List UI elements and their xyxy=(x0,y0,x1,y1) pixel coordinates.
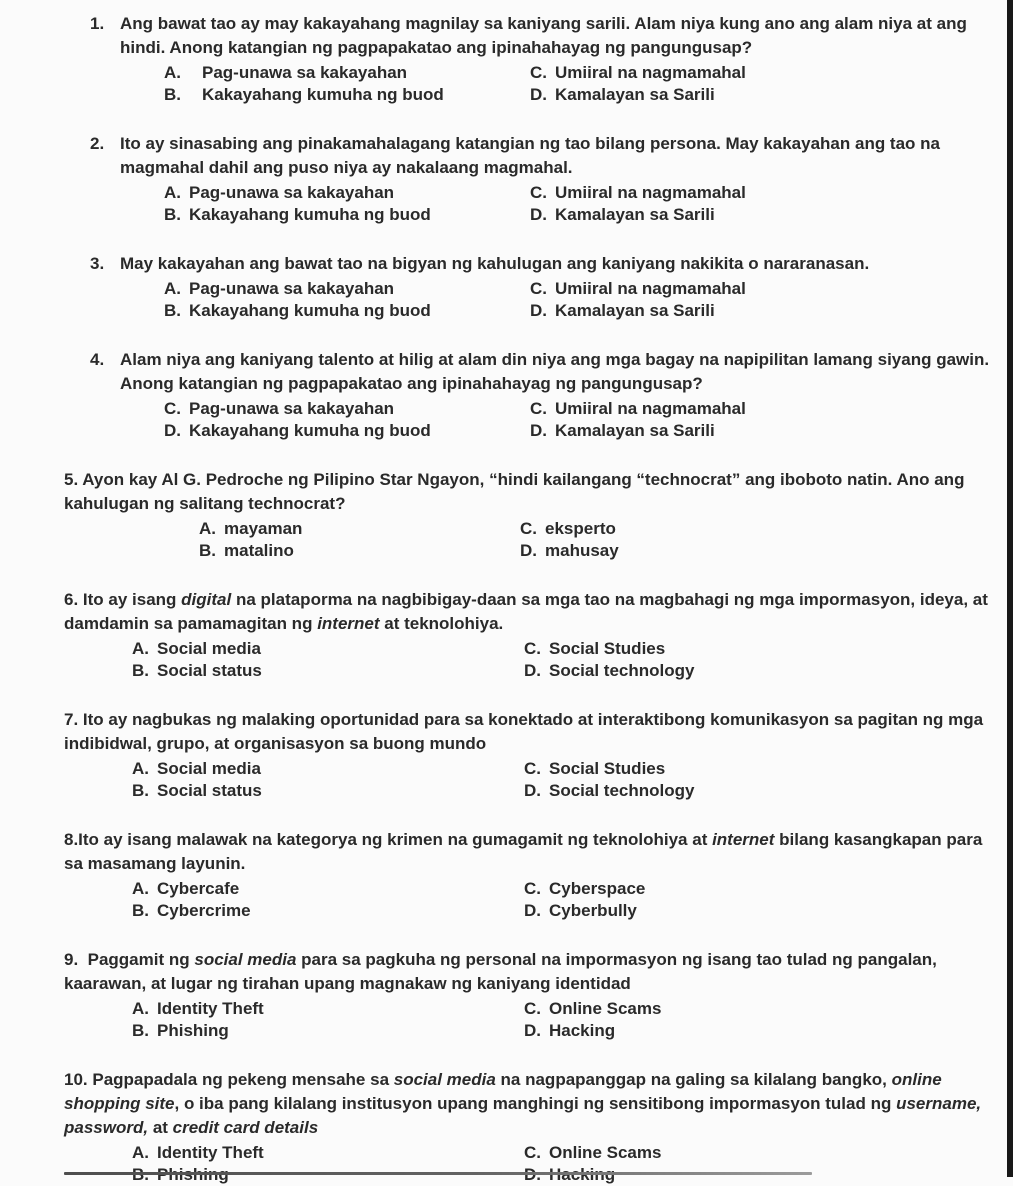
option-label: D. xyxy=(530,421,547,440)
option xyxy=(530,300,997,322)
option xyxy=(524,878,997,900)
question-text-run: Ito ay sinasabing ang pinakamahalagang katangian ng tao bilang persona. May kakayahan ang tao na magmahal dahil ang puso niya ay nakalaang magmahal. xyxy=(120,134,940,177)
option-label: B. xyxy=(132,901,149,920)
option-text: Umiiral na nagmamahal xyxy=(555,279,746,298)
option-label: D. xyxy=(530,85,547,104)
option-text: Social Studies xyxy=(549,639,666,658)
option-label: A. xyxy=(199,519,216,538)
question-text xyxy=(120,252,997,276)
question-block xyxy=(64,252,997,322)
option-label: D. xyxy=(520,541,537,560)
question-text-run-italic: online shopping site xyxy=(64,1070,942,1113)
question-block xyxy=(64,12,997,106)
option-label: C. xyxy=(530,399,547,418)
option-label: C. xyxy=(524,759,541,778)
option xyxy=(524,780,997,802)
option xyxy=(530,182,997,204)
question-block xyxy=(64,708,997,802)
option-row xyxy=(64,998,997,1020)
option-text: mayaman xyxy=(224,519,303,538)
option-text: Pag-unawa sa kakayahan xyxy=(189,279,395,298)
option-row xyxy=(64,278,997,300)
photo-right-edge xyxy=(1007,0,1013,1177)
option xyxy=(524,998,997,1020)
photo-bottom-edge-line xyxy=(64,1172,812,1175)
options xyxy=(64,758,997,802)
option-text: Kakayahang kumuha ng buod xyxy=(189,301,431,320)
option-row xyxy=(64,1164,997,1186)
option-text: Social status xyxy=(157,781,262,800)
option-row xyxy=(64,420,997,442)
option-text: Kakayahang kumuha ng buod xyxy=(189,205,431,224)
option-text: Pag-unawa sa kakayahan xyxy=(189,183,395,202)
option xyxy=(530,278,997,300)
option-label: C. xyxy=(530,279,547,298)
option-row xyxy=(64,900,997,922)
option xyxy=(524,638,997,660)
option-text: Cyberspace xyxy=(549,879,646,898)
question-text-run: , o iba pang kilalang institusyon upang manghingi ng sensitibong impormasyon tulad ng xyxy=(174,1094,897,1113)
question-text xyxy=(120,348,997,396)
option-row xyxy=(64,398,997,420)
option-text: Hacking xyxy=(549,1021,616,1040)
option xyxy=(132,998,524,1020)
option-text: Umiiral na nagmamahal xyxy=(555,399,746,418)
option xyxy=(164,300,530,322)
question-number: 1. xyxy=(90,14,105,33)
option-text: Online Scams xyxy=(549,999,662,1018)
option xyxy=(132,780,524,802)
option-label: D. xyxy=(530,205,547,224)
option-label: D. xyxy=(524,901,541,920)
question-text-run-italic: social media xyxy=(393,1070,496,1089)
option xyxy=(164,182,530,204)
option-label: D. xyxy=(524,1021,541,1040)
question-text-run: 6. Ito ay isang xyxy=(64,590,182,609)
option-text: Pag-unawa sa kakayahan xyxy=(189,399,395,418)
option-label xyxy=(132,1164,157,1186)
option xyxy=(132,1164,524,1186)
option xyxy=(132,638,524,660)
question-text-run: na plataporma na nagbibigay-daan sa mga tao na magbahagi ng mga impormasyon, ideya, at damdamin sa pamamagitan ng xyxy=(64,590,988,633)
options xyxy=(64,998,997,1042)
options xyxy=(64,278,997,322)
option-label: A. xyxy=(132,1143,149,1162)
options xyxy=(64,518,997,562)
option-text: Kamalayan sa Sarili xyxy=(555,421,715,440)
question-number: 4. xyxy=(90,350,105,369)
question-block xyxy=(64,828,997,922)
option-row xyxy=(64,1020,997,1042)
question-text xyxy=(120,12,997,60)
option-text: Kakayahang kumuha ng buod xyxy=(189,421,431,440)
option-row xyxy=(64,62,997,84)
options xyxy=(64,638,997,682)
option xyxy=(164,204,530,226)
question-text-run-italic: digital xyxy=(181,590,232,609)
option-label: A. xyxy=(164,63,181,82)
question-text-run-italic: internet xyxy=(317,614,380,633)
question-row xyxy=(64,1068,997,1140)
option-label: B. xyxy=(132,781,149,800)
option-label: D. xyxy=(164,421,181,440)
option-text: Phishing xyxy=(157,1021,229,1040)
option-text: Kamalayan sa Sarili xyxy=(555,301,715,320)
option-text: Umiiral na nagmamahal xyxy=(555,63,746,82)
option-text: Cybercrime xyxy=(157,901,251,920)
question-row xyxy=(64,12,997,60)
option-text: Identity Theft xyxy=(157,1143,264,1162)
option xyxy=(132,900,524,922)
option-label: A. xyxy=(164,183,181,202)
option-label: C. xyxy=(524,1143,541,1162)
option-text: Umiiral na nagmamahal xyxy=(555,183,746,202)
option xyxy=(524,900,997,922)
option xyxy=(524,1142,997,1164)
option-text: Kamalayan sa Sarili xyxy=(555,205,715,224)
question-row xyxy=(64,468,997,516)
question-text xyxy=(64,708,997,756)
option xyxy=(132,1020,524,1042)
question-number: 2. xyxy=(90,134,105,153)
option-label: A. xyxy=(132,999,149,1018)
question-text-run: para sa pagkuha ng personal na impormasyon ng isang tao tulad ng pangalan, kaarawan, at lugar ng tirahan upang magnakaw ng kaniyang identidad xyxy=(64,950,937,993)
question-text-run-italic: credit card details xyxy=(172,1118,319,1137)
option-text: mahusay xyxy=(545,541,619,560)
option xyxy=(520,518,997,540)
option-label: C. xyxy=(524,639,541,658)
option xyxy=(199,540,520,562)
question-row xyxy=(64,948,997,996)
option-label: B. xyxy=(199,541,216,560)
option-row xyxy=(64,638,997,660)
option-label: C. xyxy=(520,519,537,538)
option-label: B. xyxy=(132,661,149,680)
option-label: C. xyxy=(530,183,547,202)
option xyxy=(520,540,997,562)
option-text: Social media xyxy=(157,759,261,778)
question-text xyxy=(64,948,997,996)
option xyxy=(530,420,997,442)
options xyxy=(64,62,997,106)
option-label: B. xyxy=(164,301,181,320)
option-text: Social technology xyxy=(549,661,695,680)
option-row xyxy=(64,540,997,562)
question-text xyxy=(64,1068,997,1140)
option-label: C. xyxy=(530,63,547,82)
question-row xyxy=(64,252,997,276)
option-row xyxy=(64,1142,997,1164)
question-number: 3. xyxy=(90,254,105,273)
question-text-run: 5. Ayon kay Al G. Pedroche ng Pilipino Star Ngayon, “hindi kailangang “technocrat” ang iboboto natin. Ano ang kahulugan ng salitang technocrat? xyxy=(64,470,965,513)
option xyxy=(164,62,530,84)
question-block xyxy=(64,348,997,442)
options xyxy=(64,878,997,922)
option-text: Social technology xyxy=(549,781,695,800)
option xyxy=(524,1020,997,1042)
option xyxy=(530,204,997,226)
question-text xyxy=(120,132,997,180)
option-row xyxy=(64,780,997,802)
option-text: Cybercafe xyxy=(157,879,240,898)
option-label xyxy=(524,1164,549,1186)
option-label: B. xyxy=(164,205,181,224)
option-row xyxy=(64,878,997,900)
option-text: Social Studies xyxy=(549,759,666,778)
question-text-run: 7. Ito ay nagbukas ng malaking oportunidad para sa konektado at interaktibong komunikasyon sa pagitan ng mga indibidwal, grupo, at organisasyon sa buong mundo xyxy=(64,710,984,753)
option-row xyxy=(64,518,997,540)
option-label: D. xyxy=(524,781,541,800)
question-text-run: 8.Ito ay isang malawak na kategorya ng krimen na gumagamit ng teknolohiya at xyxy=(64,830,713,849)
question-row xyxy=(64,348,997,396)
option-row xyxy=(64,300,997,322)
question-text xyxy=(64,468,997,516)
option-row xyxy=(64,660,997,682)
question-text-run: at teknolohiya. xyxy=(379,614,504,633)
option xyxy=(199,518,520,540)
question-text-run: Alam niya ang kaniyang talento at hilig at alam din niya ang mga bagay na napipilitan lamang siyang gawin. Anong katangian ng pagpapakatao ang ipinahahayag ng pangungusap? xyxy=(120,350,990,393)
option-label: C. xyxy=(524,879,541,898)
option xyxy=(530,398,997,420)
option-label: A. xyxy=(132,639,149,658)
options xyxy=(64,182,997,226)
option-text: Kakayahang kumuha ng buod xyxy=(202,85,444,104)
option xyxy=(132,758,524,780)
question-block xyxy=(64,1068,997,1186)
question-text-run: May kakayahan ang bawat tao na bigyan ng kahulugan ang kaniyang nakikita o nararanasan. xyxy=(120,254,870,273)
question-text-run: at xyxy=(148,1118,173,1137)
option-text: Social status xyxy=(157,661,262,680)
option xyxy=(530,62,997,84)
option-text: matalino xyxy=(224,541,294,560)
option-label: A. xyxy=(132,879,149,898)
question-row xyxy=(64,708,997,756)
option xyxy=(164,420,530,442)
option-label: C. xyxy=(164,399,181,418)
option-label: A. xyxy=(164,279,181,298)
question-block xyxy=(64,588,997,682)
option xyxy=(530,84,997,106)
option-label: D. xyxy=(524,661,541,680)
option xyxy=(524,660,997,682)
option-text: Social media xyxy=(157,639,261,658)
question-text-run: bilang kasangkapan para sa masamang layunin. xyxy=(64,830,983,873)
option xyxy=(524,758,997,780)
question-row xyxy=(64,132,997,180)
option-text: Pag-unawa sa kakayahan xyxy=(202,63,408,82)
question-block xyxy=(64,948,997,1042)
question-block xyxy=(64,132,997,226)
option-row xyxy=(64,204,997,226)
option-label: A. xyxy=(132,759,149,778)
option-label: B. xyxy=(164,85,181,104)
question-text-run-italic: internet xyxy=(712,830,775,849)
question-text xyxy=(64,828,997,876)
option xyxy=(132,660,524,682)
question-text-run: 9. Paggamit ng xyxy=(64,950,195,969)
option xyxy=(524,1164,997,1186)
options xyxy=(64,1142,997,1186)
option-text: Kamalayan sa Sarili xyxy=(555,85,715,104)
option-text: Online Scams xyxy=(549,1143,662,1162)
question-text-run-italic: social media xyxy=(194,950,297,969)
question-block xyxy=(64,468,997,562)
option-text: eksperto xyxy=(545,519,616,538)
question-text-run: Ang bawat tao ay may kakayahang magnilay sa kaniyang sarili. Alam niya kung ano ang alam niya at ang hindi. Anong katangian ng pagpapakatao ang ipinahahayag ng pangungusap? xyxy=(120,14,967,57)
question-row xyxy=(64,588,997,636)
option xyxy=(164,398,530,420)
question-text-run-italic: username, password, xyxy=(64,1094,982,1137)
option-row xyxy=(64,758,997,780)
option xyxy=(164,278,530,300)
option-label: D. xyxy=(530,301,547,320)
option-text: Cyberbully xyxy=(549,901,637,920)
option-row xyxy=(64,84,997,106)
option-label: B. xyxy=(132,1021,149,1040)
option xyxy=(132,1142,524,1164)
option-label: C. xyxy=(524,999,541,1018)
option-text: Identity Theft xyxy=(157,999,264,1018)
question-text xyxy=(64,588,997,636)
option xyxy=(164,84,530,106)
option-row xyxy=(64,182,997,204)
options xyxy=(64,398,997,442)
option xyxy=(132,878,524,900)
question-row xyxy=(64,828,997,876)
question-text-run: 10. Pagpapadala ng pekeng mensahe sa xyxy=(64,1070,394,1089)
question-text-run: na nagpapanggap na galing sa kilalang bangko, xyxy=(495,1070,892,1089)
